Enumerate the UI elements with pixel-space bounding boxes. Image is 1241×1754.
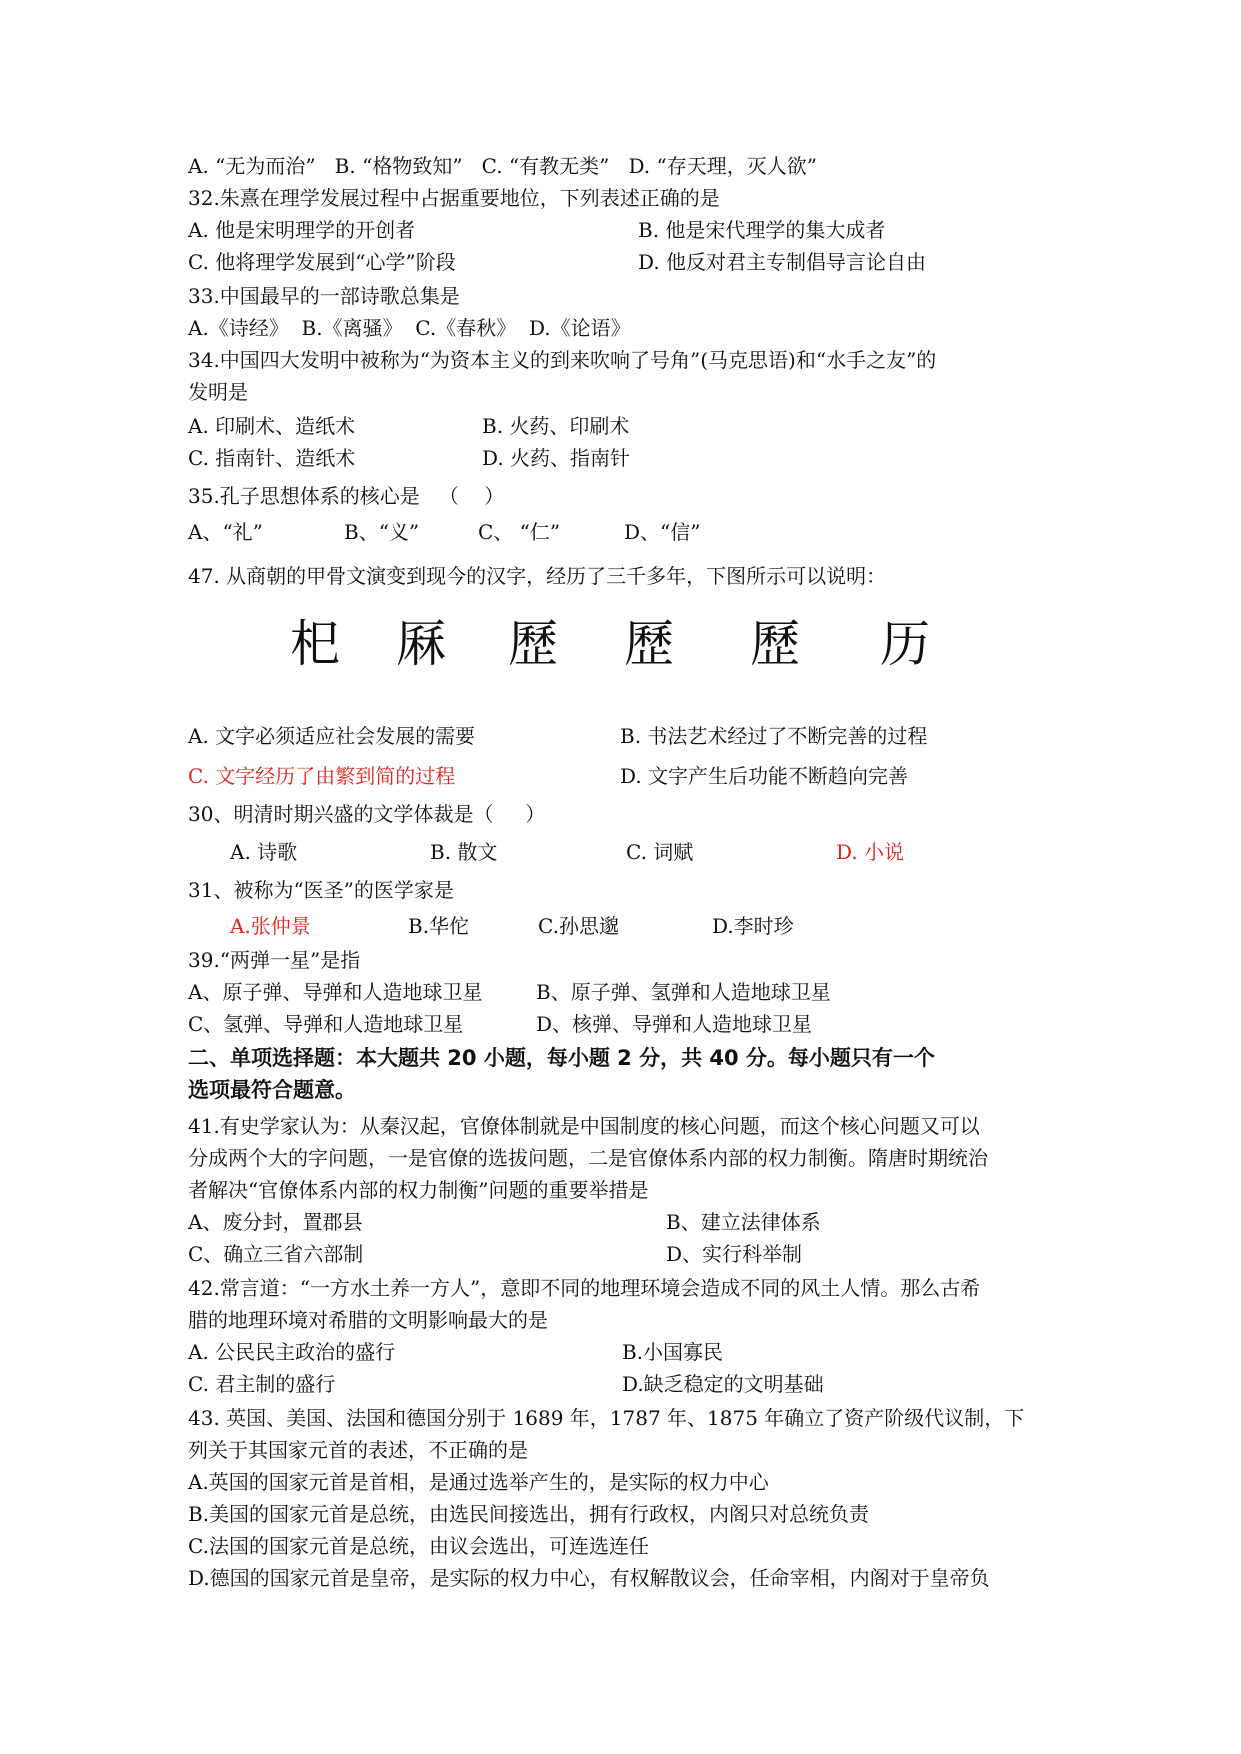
q47-option-d: D. 文字产生后功能不断趋向完善 — [620, 764, 909, 788]
q30-option-b: B. 散文 — [430, 840, 498, 864]
q42-option-b: B.小国寡民 — [622, 1340, 724, 1364]
q42-option-d: D.缺乏稳定的文明基础 — [622, 1372, 824, 1396]
q31-option-c: C.孙思邈 — [538, 914, 619, 938]
q42-option-a: A. 公民民主政治的盛行 — [188, 1340, 396, 1364]
q32-option-c: C. 他将理学发展到“心学”阶段 — [188, 250, 456, 274]
q35-option-c: C、 “仁” — [478, 520, 561, 544]
q41-option-c: C、确立三省六部制 — [188, 1242, 364, 1266]
q32-option-d: D. 他反对君主专制倡导言论自由 — [638, 250, 927, 274]
q41-option-a: A、废分封，置郡县 — [188, 1210, 363, 1234]
q34-option-d: D. 火药、指南针 — [482, 446, 631, 470]
section-heading-line2: 选项最符合题意。 — [188, 1078, 356, 1102]
q31-options: A. “无为而治” B. “格物致知” C. “有教无类” D. “存天理，灭人欲” — [188, 154, 817, 178]
q31-option-b: B.华佗 — [408, 914, 470, 938]
q35-stem: 35.孔子思想体系的核心是 （ ） — [188, 484, 505, 508]
q41-stem-line1: 41.有史学家认为：从秦汉起，官僚体制就是中国制度的核心问题，而这个核心问题又可以 — [188, 1114, 980, 1138]
q34-option-c: C. 指南针、造纸术 — [188, 446, 356, 470]
clerical-glyph: 歷 — [624, 615, 674, 673]
bronze-glyph: 厤 — [396, 615, 446, 673]
q34-stem-line1: 34.中国四大发明中被称为“为资本主义的到来吹响了号角”(马克思语)和“水手之友”的 — [188, 348, 937, 372]
q32-option-a: A. 他是宋明理学的开创者 — [188, 218, 416, 242]
q43-option-d: D.德国的国家元首是皇帝，是实际的权力中心，有权解散议会，任命宰相，内阁对于皇帝负 — [188, 1566, 990, 1590]
q43-option-b: B.美国的国家元首是总统，由选民间接选出，拥有行政权，内阁只对总统负责 — [188, 1502, 870, 1526]
q47-stem: 47. 从商朝的甲骨文演变到现今的汉字，经历了三千多年，下图所示可以说明： — [188, 564, 887, 588]
oracle-bone-glyph: 𣏌 — [290, 615, 340, 673]
regular-glyph: 歷 — [750, 615, 800, 673]
q32-stem: 32.朱熹在理学发展过程中占据重要地位，下列表述正确的是 — [188, 186, 720, 210]
seal-glyph: 歷 — [508, 615, 558, 673]
q41-stem-line3: 者解决“官僚体系内部的权力制衡”问题的重要举措是 — [188, 1178, 649, 1202]
q31-stem: 31、被称为“医圣”的医学家是 — [188, 878, 454, 902]
q33-options: A.《诗经》 B.《离骚》 C.《春秋》 D.《论语》 — [188, 316, 631, 340]
q31-option-a-answer: A.张仲景 — [230, 914, 311, 938]
q39-option-d: D、核弹、导弹和人造地球卫星 — [536, 1012, 813, 1036]
q39-stem: 39.“两弹一星”是指 — [188, 948, 361, 972]
q42-stem-line1: 42.常言道：“一方水土养一方人”，意即不同的地理环境会造成不同的风土人情。那么古希 — [188, 1276, 981, 1300]
q39-option-a: A、原子弹、导弹和人造地球卫星 — [188, 980, 483, 1004]
q30-stem: 30、明清时期兴盛的文学体裁是（ ） — [188, 802, 546, 826]
section-heading-line1: 二、单项选择题：本大题共 20 小题，每小题 2 分，共 40 分。每小题只有一个 — [188, 1046, 935, 1070]
q30-option-d-answer: D. 小说 — [836, 840, 905, 864]
q47-option-c-answer: C. 文字经历了由繁到简的过程 — [188, 764, 456, 788]
q43-option-c: C.法国的国家元首是总统，由议会选出，可连选连任 — [188, 1534, 649, 1558]
q43-option-a: A.英国的国家元首是首相，是通过选举产生的，是实际的权力中心 — [188, 1470, 769, 1494]
q30-option-a: A. 诗歌 — [230, 840, 298, 864]
q41-option-d: D、实行科举制 — [666, 1242, 803, 1266]
q43-stem-line1: 43. 英国、美国、法国和德国分别于 1689 年，1787 年、1875 年确立了资产阶级代议制，下 — [188, 1406, 1025, 1430]
q34-option-b: B. 火药、印刷术 — [482, 414, 630, 438]
q41-stem-line2: 分成两个大的字问题，一是官僚的选拔问题，二是官僚体系内部的权力制衡。隋唐时期统治 — [188, 1146, 988, 1170]
q35-option-b: B、“义” — [344, 520, 420, 544]
q31-option-d: D.李时珍 — [712, 914, 794, 938]
character-evolution-figure — [270, 612, 950, 682]
q42-stem-line2: 腊的地理环境对希腊的文明影响最大的是 — [188, 1308, 548, 1332]
q30-option-c: C. 词赋 — [626, 840, 694, 864]
simplified-glyph: 历 — [880, 615, 930, 673]
q47-option-a: A. 文字必须适应社会发展的需要 — [188, 724, 476, 748]
q42-option-c: C. 君主制的盛行 — [188, 1372, 336, 1396]
q43-stem-line2: 列关于其国家元首的表述，不正确的是 — [188, 1438, 528, 1462]
q33-stem: 33.中国最早的一部诗歌总集是 — [188, 284, 460, 308]
q39-option-b: B、原子弹、氢弹和人造地球卫星 — [536, 980, 831, 1004]
q35-option-a: A、“礼” — [188, 520, 263, 544]
q32-option-b: B. 他是宋代理学的集大成者 — [638, 218, 886, 242]
q34-option-a: A. 印刷术、造纸术 — [188, 414, 356, 438]
q41-option-b: B、建立法律体系 — [666, 1210, 821, 1234]
q39-option-c: C、氢弹、导弹和人造地球卫星 — [188, 1012, 464, 1036]
q34-stem-line2: 发明是 — [188, 380, 248, 404]
q35-option-d: D、“信” — [624, 520, 701, 544]
q47-option-b: B. 书法艺术经过了不断完善的过程 — [620, 724, 928, 748]
